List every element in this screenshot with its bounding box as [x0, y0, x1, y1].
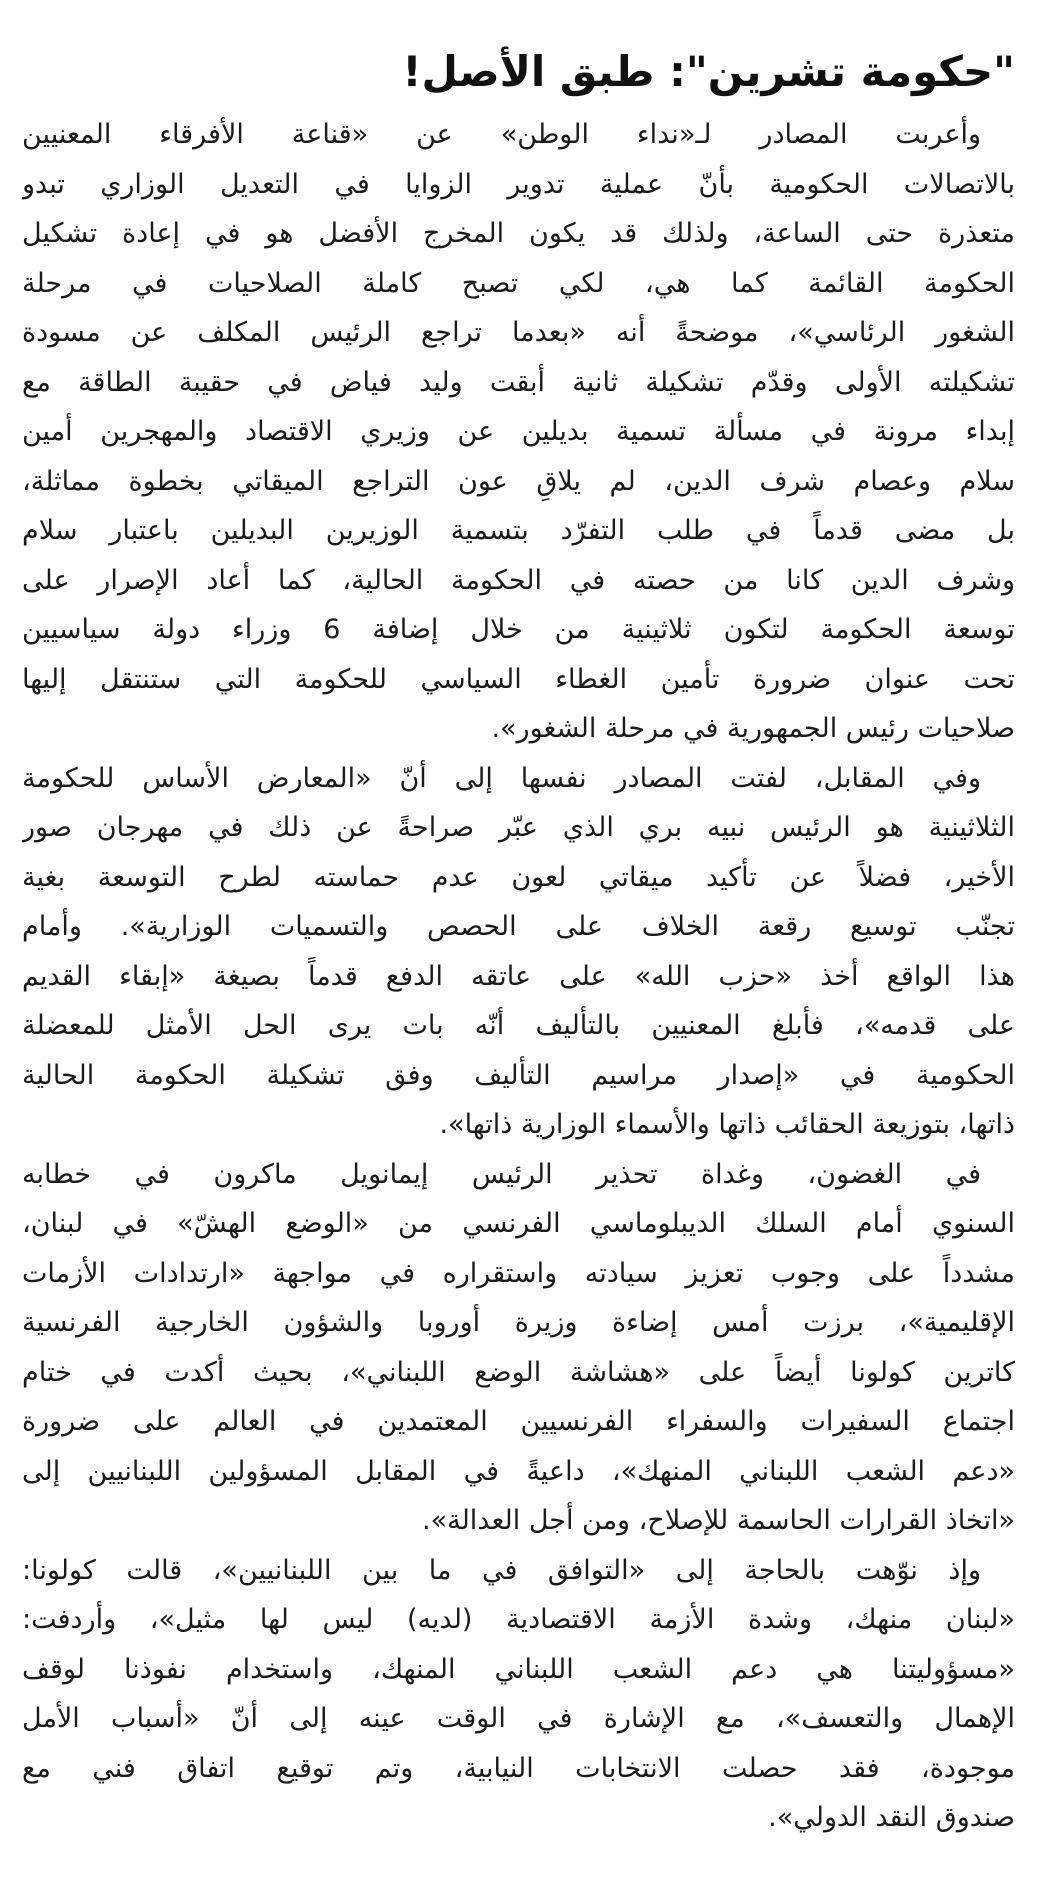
article-line: توسعة الحكومة لتكون ثلاثينية من خلال إضافة 6 وزراء دولة سياسيين	[22, 614, 1015, 645]
article-line: الثلاثينية هو الرئيس نبيه بري الذي عبّر صراحةً عن ذلك في مهرجان صور	[22, 812, 1015, 843]
article-body	[22, 110, 1015, 1843]
article-line: الشغور الرئاسي»، موضحةً أنه «بعدما تراجع الرئيس المكلف عن مسودة	[22, 317, 1015, 348]
article-line: «اتخاذ القرارات الحاسمة للإصلاح، ومن أجل العدالة».	[422, 1505, 1015, 1536]
article-line: بل مضى قدماً في طلب التفرّد بتسمية الوزيرين البديلين باعتبار سلام	[22, 515, 1015, 546]
article-line: الحكومة القائمة كما هي، لكي تصبح كاملة الصلاحيات في مرحلة	[22, 267, 1015, 299]
article-line: «مسؤوليتنا هي دعم الشعب اللبناني المنهك، واستخدام نفوذنا لوقف	[22, 1653, 1015, 1685]
article-line: هذا الواقع أخذ «حزب الله» على عاتقه الدفع قدماً بصيغة «إبقاء القديم	[22, 960, 1015, 992]
article-line: «دعم الشعب اللبناني المنهك»، داعيةً في المقابل المسؤولين اللبنانيين إلى	[22, 1455, 1015, 1487]
article-line: تجنّب توسيع رقعة الخلاف على الحصص والتسميات الوزارية». وأمام	[22, 911, 1015, 942]
article-line: تحت عنوان ضرورة تأمين الغطاء السياسي للحكومة التي ستنتقل إليها	[22, 663, 1015, 695]
article-line: على قدمه»، فأبلغ المعنيين بالتأليف أنّه بات يرى الحل الأمثل للمعضلة	[22, 1010, 1015, 1041]
article-line: الحكومية في «إصدار مراسيم التأليف وفق تشكيلة الحكومة الحالية	[22, 1059, 1015, 1091]
article-line: الإهمال والتعسف»، مع الإشارة في الوقت عينه إلى أنّ «أسباب الأمل	[22, 1703, 1015, 1734]
article-paragraph	[22, 110, 1015, 754]
article-line: ذاتها، بتوزيعة الحقائب ذاتها والأسماء الوزارية ذاتها».	[439, 1109, 1015, 1140]
article-line: صندوق النقد الدولي».	[768, 1802, 1015, 1833]
article-line: الإقليمية»، برزت أمس إضاءة وزيرة أوروبا والشؤون الخارجية الفرنسية	[22, 1307, 1015, 1338]
article-line: متعذرة حتى الساعة، ولذلك قد يكون المخرج الأفضل هو في إعادة تشكيل	[22, 218, 1015, 249]
article-line: كاترين كولونا أيضاً على «هشاشة الوضع اللبناني»، بحيث أكدت في ختام	[22, 1356, 1015, 1388]
article-line: وإذ نوّهت بالحاجة إلى «التوافق في ما بين اللبنانيين»، قالت كولونا:	[22, 1554, 981, 1586]
article-line: سلام وعصام شرف الدين، لم يلاقِ عون التراجع الميقاتي بخطوة مماثلة،	[22, 465, 1015, 497]
article-line: السنوي أمام السلك الديبلوماسي الفرنسي من «الوضع الهشّ» في لبنان،	[22, 1208, 1015, 1239]
article-line: موجودة، فقد حصلت الانتخابات النيابية، وتم توقيع اتفاق فني مع	[22, 1752, 1015, 1784]
article-line: صلاحيات رئيس الجمهورية في مرحلة الشغور».	[491, 713, 1015, 744]
article-line: وشرف الدين كانا من حصته في الحكومة الحالية، كما أعاد الإصرار على	[22, 564, 1015, 596]
article-line: اجتماع السفيرات والسفراء الفرنسيين المعتمدين في العالم على ضرورة	[22, 1406, 1015, 1437]
article-line: إبداء مرونة في مسألة تسمية بديلين عن وزيري الاقتصاد والمهجرين أمين	[22, 416, 1015, 447]
article-paragraph	[22, 1150, 1015, 1546]
article-paragraph	[22, 754, 1015, 1150]
article-line: وفي المقابل، لفتت المصادر نفسها إلى أنّ «المعارض الأساس للحكومة	[22, 762, 981, 794]
article-line: في الغضون، وغداة تحذير الرئيس إيمانويل ماكرون في خطابه	[22, 1158, 981, 1190]
article-line: الأخير، فضلاً عن تأكيد ميقاتي لعون عدم حماسته لطرح التوسعة بغية	[22, 861, 1015, 893]
article-headline: "حكومة تشرين": طبق الأصل!	[402, 47, 1015, 96]
article-line: «لبنان منهك، وشدة الأزمة الاقتصادية (لديه) ليس لها مثيل»، وأردفت:	[22, 1604, 1015, 1635]
article-paragraph	[22, 1546, 1015, 1843]
article-line: مشدداً على وجوب تعزيز سيادته واستقراره في مواجهة «ارتدادات الأزمات	[22, 1257, 1015, 1289]
article-line: تشكيلته الأولى وقدّم تشكيلة ثانية أبقت وليد فياض في حقيبة الطاقة مع	[22, 366, 1015, 398]
article-line: وأعربت المصادر لـ«نداء الوطن» عن «قناعة الأفرقاء المعنيين	[22, 119, 981, 150]
article-line: بالاتصالات الحكومية بأنّ عملية تدوير الزوايا في التعديل الوزاري تبدو	[22, 168, 1015, 200]
